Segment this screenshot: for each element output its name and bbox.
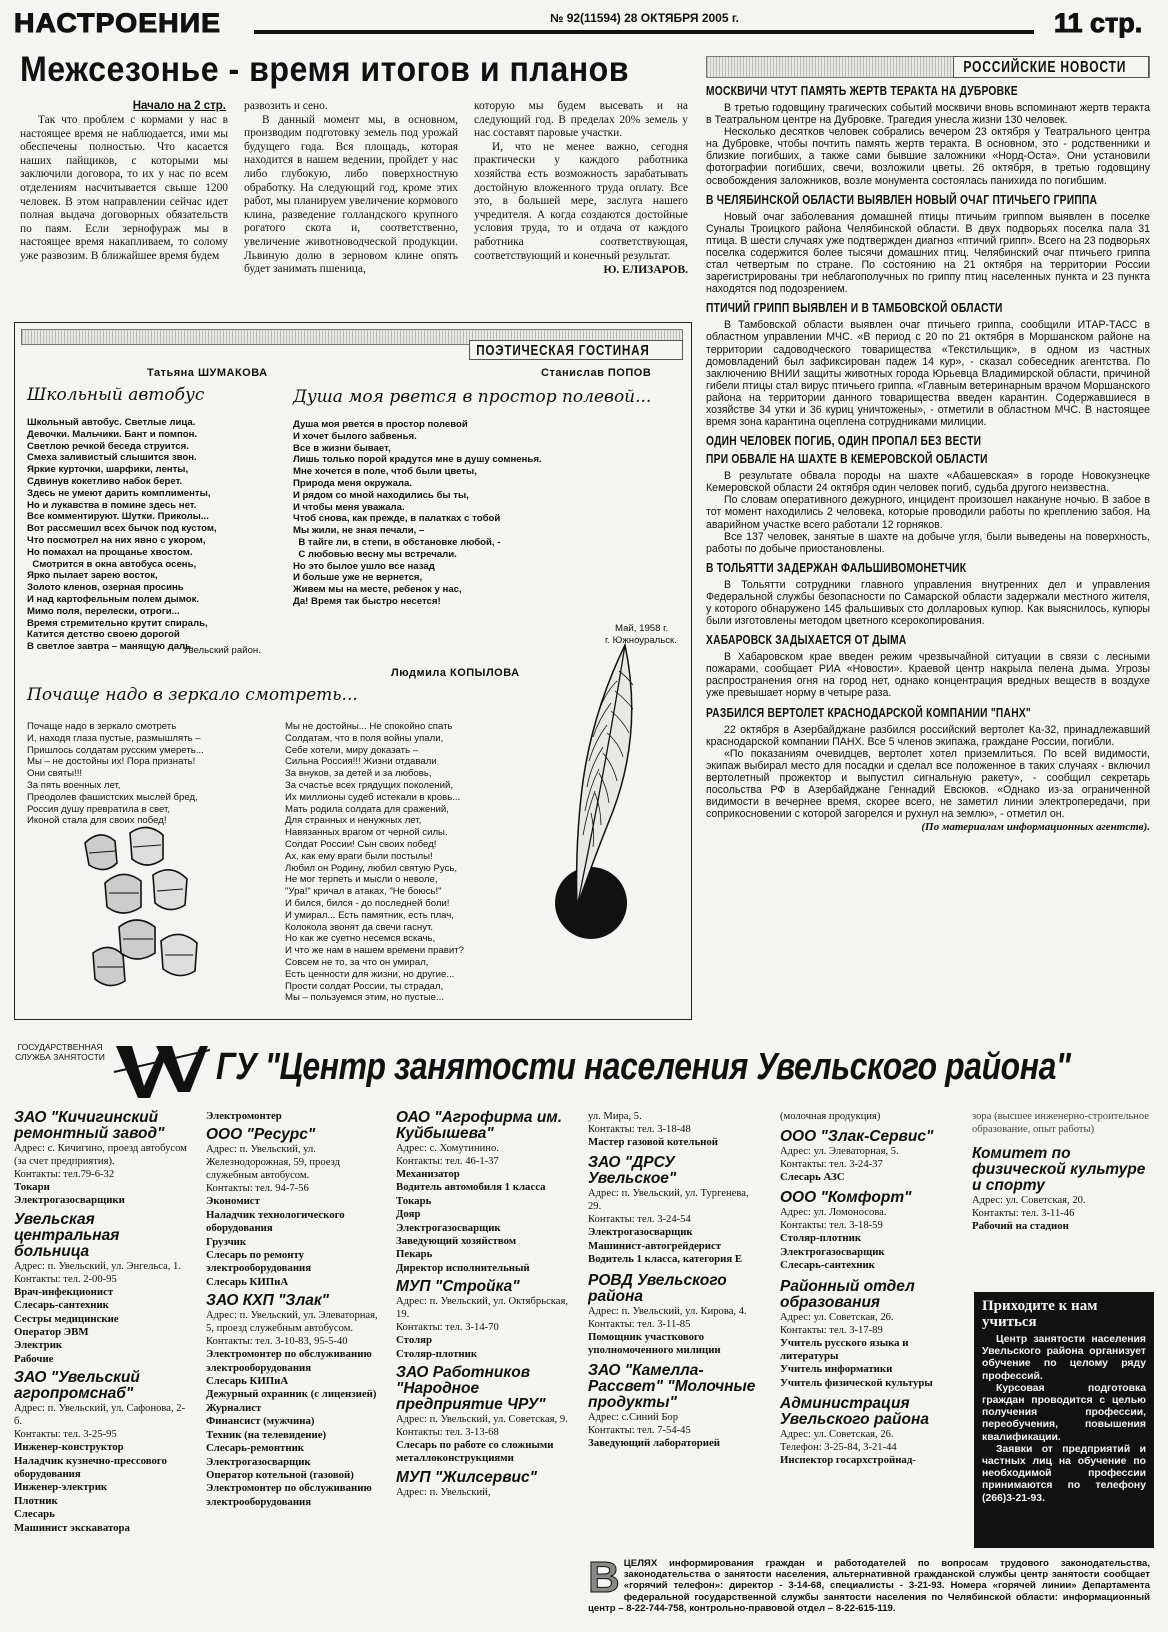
employer-address: Адрес: с.Синий Бор xyxy=(588,1412,679,1424)
vacancy: Машинист-автогрейдерист xyxy=(588,1239,722,1252)
news-title: В ТОЛЬЯТТИ ЗАДЕРЖАН ФАЛЬШИВОМОНЕТЧИК xyxy=(706,560,967,575)
news-rubric-band xyxy=(706,56,1150,78)
employer-name: ЗАО "Увельский агропромснаб" xyxy=(14,1369,140,1403)
lead-paragraph: развозить и сено. xyxy=(244,100,328,112)
employer-name: МУП "Жилсервис" xyxy=(396,1468,537,1486)
vacancy: Электрогазосварщик xyxy=(396,1221,501,1234)
employer-address: Адрес: п. Увельский, ул. Энгельса, 1. xyxy=(14,1260,181,1272)
employer-contacts: Контакты: тел. 94-7-56 xyxy=(206,1183,309,1195)
employer-name: ОАО "Агрофирма им. Куйбышева" xyxy=(396,1109,563,1142)
vacancy: Рабочий на стадион xyxy=(972,1220,1069,1232)
employer-block xyxy=(14,1110,192,1208)
lead-col-3 xyxy=(474,100,688,276)
vacancy: Мастер газовой котельной xyxy=(588,1136,718,1148)
employer-address: Адрес: п. Увельский, ул. Советская, 9. xyxy=(396,1414,568,1426)
employer-block xyxy=(588,1273,760,1358)
vacancy: Слесарь-сантехник xyxy=(780,1259,875,1272)
employer-block xyxy=(588,1363,760,1450)
employer-contacts: Контакты: тел. 3-10-83, 95-5-40 xyxy=(206,1336,348,1348)
lead-signature: Ю. ЕЛИЗАРОВ. xyxy=(603,264,688,277)
logo-caption: ГОСУДАРСТВЕННАЯ СЛУЖБА ЗАНЯТОСТИ xyxy=(15,1042,105,1062)
employer-contacts: Контакты: тел. 3-18-59 xyxy=(780,1220,883,1232)
vacancy: Рабочие xyxy=(14,1352,54,1365)
employers-col-1 xyxy=(14,1110,192,1535)
employer-note: (молочная продукция) xyxy=(780,1111,881,1122)
vacancy: Наладчик технологического оборудования xyxy=(206,1208,345,1235)
news-item xyxy=(706,434,1150,555)
news-paragraph: «По показаниям очевидцев, вертолет хотел приземлиться. По всей видимости, экипаж выбирал место для посадки и сделал все положенное в таких случаях - включил вертолетный прожектор и выпустил сигнальную ракету», - сообщил секретарь посольства РФ в Азербайджане Геннадий Евсюков. «Однако из-за ограниченной видимости в вечернее время, скорее всего, не заметил линии электропередачи, при соприкосновении с которой загорелся и рухнул на землю», - отметил он. xyxy=(706,747,1150,821)
vacancy: Водитель 1 класса, категория Е xyxy=(588,1253,743,1266)
issue-number: № 92(11594) 28 ОКТЯБРЯ 2005 г. xyxy=(544,11,745,25)
vacancy: Механизатор xyxy=(396,1168,460,1180)
vacancy: Финансист (мужчина) xyxy=(206,1415,315,1428)
vacancy: Электрогазосварщики xyxy=(14,1194,125,1207)
news-title: ХАБАРОВСК ЗАДЫХАЕТСЯ ОТ ДЫМА xyxy=(706,633,907,648)
continued-note: Начало на 2 стр. xyxy=(132,100,226,112)
rubric-title: НАСТРОЕНИЕ xyxy=(14,8,222,38)
promo-box xyxy=(974,1292,1154,1548)
vacancy: Столяр xyxy=(396,1334,432,1347)
news-paragraph: В Тамбовской области выявлен очаг птичьего гриппа, сообщили ИТАР-ТАСС в областном управлении МЧС. «В период с 20 по 21 октября в Моршанском районе на территории садоводческого товарищества «Текстильщик», в одном из частных домовладений был зафиксирован падеж 14 кур», - сказал собеседник агентства. По заключению ВНИИ защиты животных города Юрьевца Владимирской области, причиной гибели птицы стал вирус птичьего гриппа. «Главным ветеринарным врачом Моршанского района на территории данного товарищества введен карантин. Содержавшиеся в хозяйстве 34 утки и 36 куриц уничтожены», - отметили в областном МЧС. В настоящее время зона карантина оцеплена сотрудниками милиции. xyxy=(706,319,1150,429)
poem-soul: Душа моя рвется в простор полевой И хочет былого забвенья. Все в жизни бывает, Лишь только порой крадутся мне в душу сомненья. Мне хочется в поле, чтоб были цветы, Природа меня окружала. И рядом со мной находились бы ты, И чтобы меня уважала. Чтоб снова, как прежде, в палатках с тобой Мы жили, не зная печали, – В тайге ли, в степи, в обстановке любой, - С любовью весну мы встречали. Но это былое ушло все назад И больше уже не вернется, Живем мы на месте, ребенок у нас, Да! Время так быстро несется! xyxy=(293,419,542,607)
employer-contacts: Телефон: 3-25-84, 3-21-44 xyxy=(780,1442,897,1454)
lead-col-2 xyxy=(244,100,458,277)
employer-address: Адрес: п. Увельский, ул. Элеваторная, 5, проезд служебным автобусом. xyxy=(206,1310,378,1335)
employer-block xyxy=(588,1155,760,1266)
vacancy: Машинист экскаватора xyxy=(14,1521,130,1534)
employer-address: Адрес: п. Увельский, ул. Сафонова, 2-б. xyxy=(14,1403,186,1428)
employer-block xyxy=(396,1470,574,1499)
employer-address: Адрес: п. Увельский, ул. Кирова, 4. xyxy=(588,1305,747,1317)
poem-date: Май, 1958 г. xyxy=(615,623,669,634)
news-paragraph: Все 137 человек, занятые в шахте на добыче угля, были выведены на поверхность, работы по добыче приостановлены. xyxy=(706,530,1150,555)
page-header xyxy=(14,8,1154,38)
employer-name: ЗАО "Кичигинский ремонтный завод" xyxy=(14,1109,165,1142)
employer-address: Адрес: ул. Элеваторная, 5. xyxy=(780,1146,899,1157)
promo-paragraph: Центр занятости населения Увельского района организует обучение по целому ряду профессий. xyxy=(982,1334,1146,1382)
vacancy: Дояр xyxy=(396,1208,421,1221)
employers-col-3 xyxy=(396,1110,574,1499)
lead-paragraph: В данный момент мы, в основном, производим подготовку земель под урожай будущего года. Вся площадь, которая находится в нашем ведении, пройдет у нас либо глубокую, либо поверхностную обработку. На следующий год, кроме этих работ, мы планируем увеличение кормового клина, разведение голландского крупного рогатого скота и, соответственно, увеличение животноводческой продукции. Львиную долю в зерновом клине опять будет занимать пшеница, xyxy=(244,113,458,276)
news-rubric: РОССИЙСКИЕ НОВОСТИ xyxy=(963,59,1127,76)
poem-place: Увельский район. xyxy=(183,645,261,656)
employer-name: Администрация Увельского района xyxy=(780,1395,929,1429)
news-title: МОСКВИЧИ ЧТУТ ПАМЯТЬ ЖЕРТВ ТЕРАКТА НА ДУБРОВКЕ xyxy=(706,84,1018,98)
employer-contacts: Контакты: тел. 7-54-45 xyxy=(588,1425,691,1437)
vacancy: Слесарь АЗС xyxy=(780,1171,845,1183)
poem-place: г. Южноуральск. xyxy=(605,635,677,646)
author-popov: Станислав ПОПОВ xyxy=(541,367,652,379)
employer-address: Адрес: ул. Советская, 26. xyxy=(780,1311,894,1323)
employer-address: Адрес: ул. Советская, 20. xyxy=(972,1195,1086,1206)
news-title: ОДИН ЧЕЛОВЕК ПОГИБ, ОДИН ПРОПАЛ БЕЗ ВЕСТИ xyxy=(706,434,982,449)
vacancy: Электромонтер по обслуживанию электрооборудования xyxy=(206,1482,372,1508)
vacancy: Столяр-плотник xyxy=(396,1347,478,1360)
employer-name: ООО "Комфорт" xyxy=(780,1189,912,1207)
promo-title: Приходите к нам учиться xyxy=(982,1298,1098,1330)
news-source: (По материалам информационных агентств). xyxy=(921,821,1150,834)
vacancy: Токари xyxy=(14,1181,50,1193)
vacancy: Журналист xyxy=(206,1401,262,1414)
employer-name: ООО "Злак-Сервис" xyxy=(780,1128,934,1145)
employer-name: МУП "Стройка" xyxy=(396,1278,520,1296)
poem-school-bus: Школьный автобус. Светлые лица. Девочки. Мальчики. Бант и помпон. Светлою речкой беседа струится. Смеха заливистый слышится звон. Яркие курточки, шарфики, ленты, Сдвинув кокетливо набок берет. Здесь не умеют дарить комплименты, Но и лукавства в помине здесь нет. Все комментируют. Шутки. Приколы... Вот рассмешил всех бычок под кустом, Что посмотрел на них явно с укором, Но помахал на прощанье хвостом. Смотрится в окна автобуса осень, Ярко пылает зарею восток, Золото кленов, озерная просинь И над картофельным полем дымок. Мимо поля, перелески, отроги... Время стремительно крутит спираль, Катится детство своею дорогой В светлое завтра – манящую даль. xyxy=(27,417,217,653)
employer-address: Адрес: п. Увельский, xyxy=(396,1486,491,1498)
employer-name: РОВД Увельского района xyxy=(588,1271,727,1305)
lead-paragraph: которую мы будем высевать и на следующий год. В пределах 20% земель у нас составят паровые участки. xyxy=(474,100,688,140)
employer-block xyxy=(780,1190,958,1272)
poem-mirror-part1: Почаще надо в зеркало смотреть И, находя глаза пустые, размышлять – Пришлось солдатам русским умереть... Мы – не достойны их! Пора признать! Они святы!!! За пять военных лет, Преодолев фашистских мыслей бред, Россия душу превратила в свет, Иконой стала для своих побед! xyxy=(27,721,204,827)
employer-note: зора (высшее инженерно-строительное образование, опыт работы) xyxy=(972,1111,1149,1135)
lead-headline: Межсезонье - время итогов и планов xyxy=(20,50,629,89)
employer-address: ул. Мира, 5. xyxy=(588,1111,642,1122)
vacancy: Заведующий лабораторией xyxy=(588,1437,720,1450)
poem-title-mirror: Почаще надо в зеркало смотреть... xyxy=(27,685,358,705)
employer-name: ЗАО КХП "Злак" xyxy=(206,1292,330,1310)
employer-address: Адрес: п. Увельский, ул. Октябрьская, 19. xyxy=(396,1296,568,1321)
employer-block xyxy=(780,1396,958,1467)
vacancy: Сестры медицинские xyxy=(14,1312,119,1325)
notice-initial: В xyxy=(588,1553,620,1602)
lead-col-1 xyxy=(20,100,228,264)
vacancy: Оператор ЭВМ xyxy=(14,1326,89,1339)
news-item xyxy=(706,301,1150,428)
employer-name: ЗАО Работников "Народное предприятие ЧРУ" xyxy=(396,1364,546,1414)
vacancy: Оператор котельной (газовой) xyxy=(206,1468,354,1481)
news-item xyxy=(706,633,1150,699)
employer-name: ЗАО "Камелла-Рассвет" "Молочные продукты" xyxy=(588,1362,756,1412)
vacancy: Электромонтер по обслуживанию электрооборудования xyxy=(206,1348,372,1374)
employer-contacts: Контакты: тел. 3-11-46 xyxy=(972,1208,1075,1219)
employer-block xyxy=(780,1279,958,1391)
news-paragraph: 22 октября в Азербайджане разбился российский вертолет Ка-32, принадлежавший краснодарской компании ПАНХ. Все 5 членов экипажа, граждане России, погибли. xyxy=(706,723,1150,748)
employer-block xyxy=(396,1110,574,1275)
vacancy: Учитель информатики xyxy=(780,1363,893,1376)
employer-contacts: Контакты: тел. 46-1-37 xyxy=(396,1156,499,1167)
news-paragraph: По словам оперативного дежурного, инцидент произошел накануне ночью. В забое в тот момент находились 2 человека, которые проводили работы по креплению забоя. На аварийном участке всего работали 12 горняков. xyxy=(706,494,1150,531)
employers-col-4 xyxy=(588,1110,760,1451)
employer-block xyxy=(396,1365,574,1466)
vacancy: Заведующий хозяйством xyxy=(396,1235,517,1248)
employer-address: Адрес: с. Хомутинино. xyxy=(396,1143,499,1154)
employer-contacts: Контакты: тел. 3-25-95 xyxy=(14,1429,117,1441)
notice-text: ЦЕЛЯХ информирования граждан и работодателей по вопросам трудового законодательства, законодательства о занятости населения, альтернативной гражданской службы центр занятости сообщает «горячий телефон»: директор - 3-14-68, специалисты - 3-21-93. Номера «горячей линии» Департамента федеральной государственной службы занятости населения по Челябинской области: информационный центр – 8-22-744-758, контрольно-правовой отдел – 8-22-615-119. xyxy=(588,1558,1150,1614)
vacancy: Слесарь КИПиА xyxy=(206,1275,289,1288)
vacancy: Наладчик кузнечно-прессового оборудования xyxy=(14,1454,167,1481)
employer-block xyxy=(14,1370,192,1535)
vacancy: Учитель физической культуры xyxy=(780,1376,933,1389)
employer-contacts: Контакты: тел. 3-24-37 xyxy=(780,1159,883,1170)
employer-contacts: Контакты: тел. 3-24-54 xyxy=(588,1214,691,1226)
employer-block xyxy=(396,1279,574,1361)
news-item xyxy=(706,706,1150,821)
employer-name: Комитет по физической культуре и спорту xyxy=(972,1145,1146,1194)
news-title: РАЗБИЛСЯ ВЕРТОЛЕТ КРАСНОДАРСКОЙ КОМПАНИИ "ПАНХ" xyxy=(706,705,1032,720)
news-title: ПТИЧИЙ ГРИПП ВЫЯВЛЕН И В ТАМБОВСКОЙ ОБЛАСТИ xyxy=(706,301,1003,316)
poem-mirror-part2: Мы не достойны... Не спокойно спать Солдатам, что в поля войны упали, Себе хотели, миру доказать – Сильна Россия!!! Жизни отдавали За внуков, за детей и за любовь, За счастье всех грядущих поколений, Их миллионы судеб истекали в кровь... Мать родила солдата для сражений, Для странных и ненужных лет, Навязанных врагом от черной силы. Солдат России! Сын своих побед! Ах, как ему враги были постылы! Любил он Родину, любил святую Русь, Не мог терпеть и мысли о неволе, "Ура!" кричал в атаках, "Не боюсь!" И бился, бился - до последней боли! И умирал... Есть памятник, есть плач, Колокола звонят да свечи гаснут. Но как же суетно несемся вскачь, И что же нам в нашем времени правит? Совсем не то, за что он умирал, Есть ценности для жизни, но другие... Прости солдат России, ты страдал, Мы – пользуемся этим, но пустые... xyxy=(285,721,464,1004)
employers-col-5 xyxy=(780,1110,958,1468)
news-paragraph: В Тольятти сотрудники главного управления внутренних дел и управления Федеральной службы безопасности по Самарской области задержали местного жителя, у которого обнаружено 145 фальшивых сто долларовых купюр. Как выяснилось, купюры были изготовлены методом цветного ксерокопирования. xyxy=(706,578,1150,628)
vacancy: Директор исполнительный xyxy=(396,1261,530,1274)
vacancy: Водитель автомобиля 1 класса xyxy=(396,1181,546,1194)
vacancy: Электрогазосварщик xyxy=(588,1226,693,1239)
employer-address: Адрес: ул. Советская, 26. xyxy=(780,1429,894,1441)
promo-paragraph: Курсовая подготовка граждан проводится с целью получения профессии, переобучения, повышения квалификации. xyxy=(982,1382,1146,1443)
vacancy: Грузчик xyxy=(206,1235,247,1248)
vacancy: Столяр-плотник xyxy=(780,1232,862,1245)
poetry-rubric: ПОЭТИЧЕСКАЯ ГОСТИНАЯ xyxy=(469,340,683,360)
vacancy: Инженер-электрик xyxy=(14,1481,108,1494)
vacancy: Дежурный охранник (с лицензией) xyxy=(206,1388,377,1401)
employer-name: Районный отдел образования xyxy=(780,1277,915,1311)
vacancy: Слесарь-ремонтник xyxy=(206,1442,305,1455)
vacancy: Плотник xyxy=(14,1494,58,1507)
employer-block xyxy=(14,1212,192,1366)
employers-col-6 xyxy=(972,1110,1152,1233)
employer-address: Адрес: п. Увельский, ул. Железнодорожная, 59, проезд служебным автобусом. xyxy=(206,1144,340,1182)
employer-contacts: Контакты: тел. 3-13-68 xyxy=(396,1427,499,1439)
vacancy: Инженер-конструктор xyxy=(14,1441,124,1454)
employer-address: Адрес: с. Кичигино, проезд автобусом (за счет предприятия). xyxy=(14,1143,187,1167)
employer-contacts: Контакты: тел. 2-00-95 xyxy=(14,1273,117,1285)
lead-paragraph: Так что проблем с кормами у нас в настоящее время не наблюдается, ими мы обеспечены полностью. Что касается наших пайщиков, с которыми мы заключили договора, то их у нас по всем отделениям насчитывается свыше 1200 человек. В этом направлении сейчас идет полная выдача договорных обязательств по паям. Если зернофураж мы в настоящее время накапливаем, то солому уже развозим. В ближайшее время будем xyxy=(20,114,228,262)
news-paragraph: Новый очаг заболевания домашней птицы птичьим гриппом выявлен в поселке Суналы Троицкого района Челябинской области. В двух подворьях поселка пала 31 птица. В шести случаях уже подтвержден диагноз «птичий грипп». Всего на 23 подворьях поселка содержится более тысячи домашних птиц. Челябинский очаг птичьего гриппа стал четвертым по стране. По состоянию на 21 октября на территории России зарегистрированы три неблагополучных по гриппу птиц населенных пункта и 23 пункта находятся под подозрением. xyxy=(706,210,1150,296)
vacancy: Экономист xyxy=(206,1195,260,1208)
employer-name: ООО "Ресурс" xyxy=(206,1126,316,1144)
vacancy: Учитель русского языка и литературы xyxy=(780,1336,909,1363)
employer-name: ЗАО "ДРСУ Увельское" xyxy=(588,1154,677,1188)
poem-title-soul: Душа моя рвется в простор полевой... xyxy=(293,387,652,407)
news-title: В ЧЕЛЯБИНСКОЙ ОБЛАСТИ ВЫЯВЛЕН НОВЫЙ ОЧАГ ПТИЧЬЕГО ГРИППА xyxy=(706,192,1098,207)
vacancy: Электромонтер xyxy=(206,1110,282,1122)
promo-paragraph: Заявки от предприятий и частных лиц на обучение по необходимой профессии принимаются по телефону (266)3-21-93. xyxy=(982,1443,1146,1504)
poem-title-school-bus: Школьный автобус xyxy=(27,385,205,405)
page-number: 11 стр. xyxy=(1054,8,1143,38)
employer-block xyxy=(206,1293,380,1509)
vacancy: Электрогазосварщик xyxy=(206,1455,311,1468)
author-shumakova: Татьяна ШУМАКОВА xyxy=(147,367,268,379)
news-item xyxy=(706,561,1150,627)
poetry-box xyxy=(14,322,692,1020)
employer-contacts: Контакты: тел. 3-18-48 xyxy=(588,1124,691,1135)
employment-logo-icon xyxy=(110,1042,210,1102)
employer-contacts: Контакты: тел. 3-14-70 xyxy=(396,1322,499,1334)
news-paragraph: Несколько десятков человек собрались вечером 23 октября у Театрального центра на Дубровке, чтобы почтить память жертв теракта. В основном, это - родственники и близкие погибших, а также сами бывшие заложники «Норд-Оста». Они установили фотографии погибших, свечи, возложили цветы. 26 октября, в третью годовщину освобождения заложников, возле монумента состоялась панихида по погибшим. xyxy=(706,126,1150,187)
news-item xyxy=(706,193,1150,296)
vacancy: Слесарь-сантехник xyxy=(14,1299,109,1312)
vacancy: Слесарь КИПиА xyxy=(206,1375,289,1388)
vacancy: Электрогазосварщик xyxy=(780,1245,885,1258)
employer-contacts: Контакты: тел.79-6-32 xyxy=(14,1169,115,1180)
vacancy: Токарь xyxy=(396,1194,432,1207)
employment-logo xyxy=(14,1042,214,1104)
vacancy: Инспектор госархстройнад- xyxy=(780,1454,916,1467)
vacancy: Слесарь по работе со сложными металлоконструкциями xyxy=(396,1439,554,1465)
news-paragraph: В результате обвала породы на шахте «Абашевская» в городе Новокузнецке Кемеровской области 24 октября один человек погиб, судьба другого неизвестна. xyxy=(706,470,1150,495)
employer-contacts: Контакты: тел. 3-11-85 xyxy=(588,1318,691,1330)
employer-block xyxy=(206,1127,380,1289)
vacancy: Электрик xyxy=(14,1339,63,1352)
hotline-notice xyxy=(588,1553,1150,1614)
employers-col-2 xyxy=(206,1110,380,1509)
employment-headline: ГУ "Центр занятости населения Увельского района" xyxy=(216,1046,1071,1088)
employer-name: Увельская центральная больница xyxy=(14,1210,120,1260)
lead-paragraph: И, что не менее важно, сегодня практически у каждого работника хозяйства есть возможность зарабатывать достойную вложенного труда оплату. Все это, в большей мере, заслуга нашего учредителя. А когда создаются достойные условия труда, то и отдача от каждого работника соответствующая, соответствующий и конечный результат. xyxy=(474,140,688,262)
news-title: ПРИ ОБВАЛЕ НА ШАХТЕ В КЕМЕРОВСКОЙ ОБЛАСТИ xyxy=(706,452,988,467)
news-paragraph: В Хабаровском крае введен режим чрезвычайной ситуации в связи с лесными пожарами, сообщает РИА «Новости». Краевой центр накрыла пелена дыма. Угрозы распространения огня на город нет, однако концентрация вредных веществ в воздухе уже превышает норму в четыре раза. xyxy=(706,651,1150,700)
vacancy: Слесарь xyxy=(14,1508,55,1521)
vacancy: Слесарь по ремонту электрооборудования xyxy=(206,1249,312,1275)
news-paragraph: В третью годовщину трагических событий москвичи вновь вспоминают жертв теракта в Театральном центре на Дубровке. Трагедия унесла жизни 130 человек. xyxy=(706,102,1150,127)
vacancy: Пекарь xyxy=(396,1248,433,1261)
header-rule xyxy=(254,30,1034,34)
author-kopylova: Людмила КОПЫЛОВА xyxy=(391,667,520,679)
employer-address: Адрес: п. Увельский, ул. Тургенева, 29. xyxy=(588,1188,749,1213)
employer-address: Адрес: ул. Ломоносова. xyxy=(780,1207,887,1219)
news-column xyxy=(706,56,1150,833)
employer-block xyxy=(780,1129,958,1184)
employer-block xyxy=(972,1146,1152,1233)
employer-contacts: Контакты: тел. 3-17-89 xyxy=(780,1324,883,1336)
feather-illustration xyxy=(543,641,643,941)
news-item xyxy=(706,84,1150,187)
soldiers-illustration xyxy=(75,823,205,1003)
vacancy: Врач-инфекционист xyxy=(14,1285,114,1298)
vacancy: Техник (на телевидение) xyxy=(206,1428,327,1441)
vacancy: Помощник участкового уполномоченного милиции xyxy=(588,1330,721,1357)
